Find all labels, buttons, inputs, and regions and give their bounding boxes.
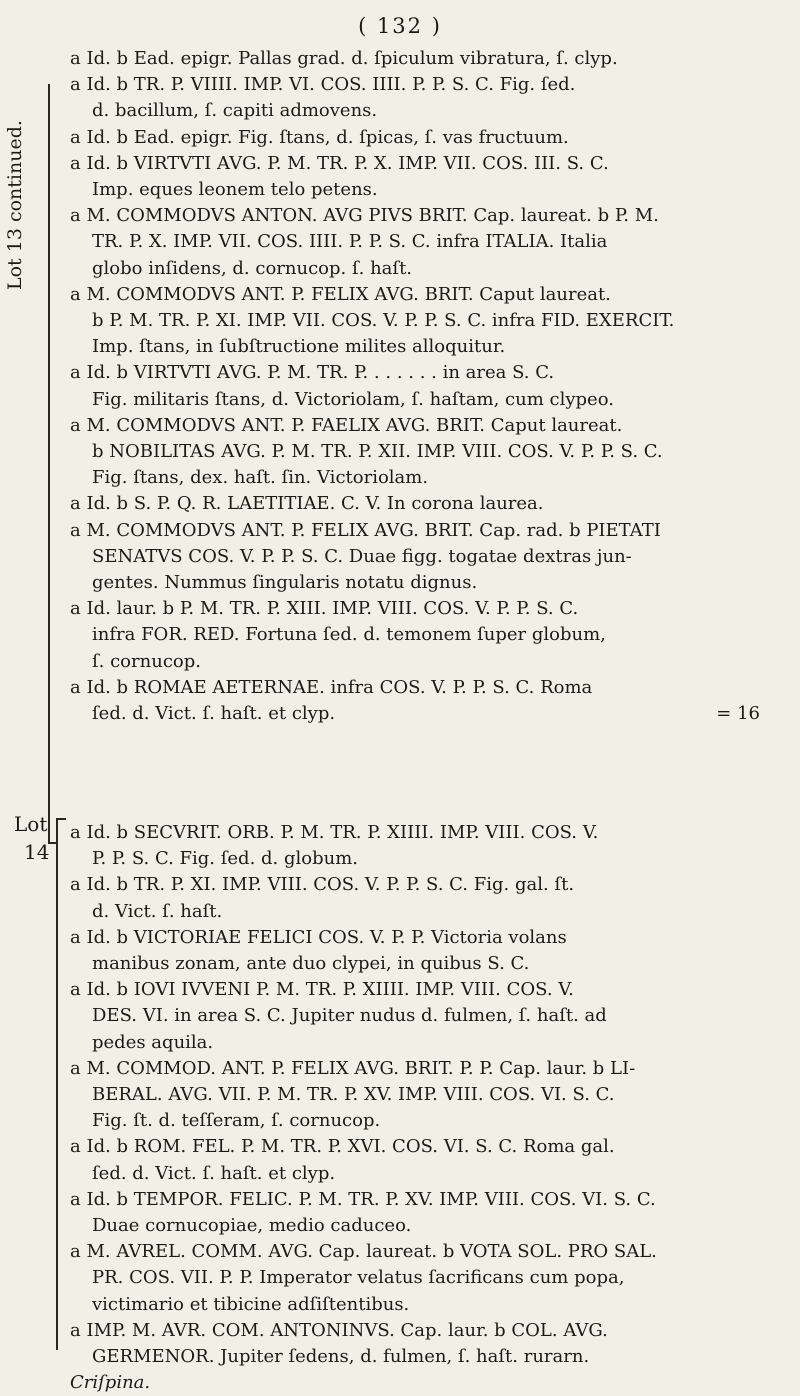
catalogue-entry [70,413,770,465]
catalogue-entry [70,465,770,491]
page-number: ( 132 ) [358,14,442,38]
catalogue-entry [70,1134,770,1186]
entry-line: a Id. laur. b P. M. TR. P. XIII. IMP. VIII. COS. V. P. P. S. C. [70,598,579,620]
catalogue-entries-lot-14 [70,820,770,1396]
catalogue-entry [70,334,770,360]
bracket-lot-14 [56,818,58,1350]
entry-line: manibus zonam, ante duo clypei, in quibus S. C. [92,953,530,975]
entry-line: Fig. ſtans, dex. haſt. ſin. Victoriolam. [92,467,429,489]
lot-total: = 16 [716,703,760,725]
catalogue-entry [70,1030,770,1056]
entry-line: PR. COS. VII. P. P. Imperator velatus ſacrificans cum popa, [92,1267,625,1289]
catalogue-entry [70,649,770,675]
entry-line: d. Vict. ſ. haſt. [92,900,223,922]
entry-line: ſed. d. Vict. ſ. haſt. et clyp. = 16 [70,701,770,727]
entry-line: a Id. b SECVRIT. ORB. P. M. TR. P. XIIII. IMP. VIII. COS. V. [70,822,599,843]
entry-line: SENATVS COS. V. P. P. S. C. Duae figg. togatae dextras jun- [92,545,632,567]
entry-line: a M. COMMODVS ANT. P. FELIX AVG. BRIT. Caput laureat. [70,283,611,305]
catalogue-entry [70,1056,770,1108]
entry-line: Imp. eques leonem telo petens. [92,179,378,201]
bracket-cap [48,842,58,844]
lot-word: Lot [14,812,48,836]
catalogue-entry [70,1239,770,1291]
entry-line: infra FOR. RED. Fortuna ſed. d. temonem ſuper globum, [92,624,606,646]
entry-line: pedes aquila. [92,1031,214,1053]
catalogue-entry [70,872,770,924]
entry-line: b P. M. TR. P. XI. IMP. VII. COS. V. P. P. S. C. infra FID. EXERCIT. [92,310,675,332]
catalogue-entries-lot-13 [70,46,770,727]
catalogue-entry [70,675,770,727]
catalogue-entry [70,256,770,282]
catalogue-entry [70,1108,770,1134]
bracket-cap [56,818,66,820]
entry-line: a Id. b TEMPOR. FELIC. P. M. TR. P. XV. IMP. VIII. COS. VI. S. C. [70,1188,656,1210]
entry-line: P. P. S. C. Fig. ſed. d. globum. [92,848,359,870]
entry-line: a Id. b VIRTVTI AVG. P. M. TR. P. X. IMP. VII. COS. III. S. C. [70,152,609,174]
entry-line: Fig. ſt. d. teſſeram, ſ. cornucop. [92,1110,381,1132]
catchword: Criſpina. [70,1372,151,1394]
catalogue-entry [70,820,770,872]
entry-line: gentes. Nummus ſingularis notatu dignus. [92,572,478,594]
lot-label [14,810,49,866]
entry-line: ſed. d. Vict. ſ. haſt. et clyp. [92,1162,336,1184]
entry-line: a Id. b VICTORIAE FELICI COS. V. P. P. Victoria volans [70,926,567,948]
lot-number: 14 [24,840,50,864]
catalogue-entry [70,491,770,517]
entry-line: ſ. cornucop. [92,650,201,672]
entry-line: a Id. b ROMAE AETERNAE. infra COS. V. P. P. S. C. Roma [70,676,593,698]
catalogue-entry [70,1292,770,1318]
bracket-lot-13 [48,84,50,842]
entry-line: a M. COMMODVS ANTON. AVG PIVS BRIT. Cap. laureat. b P. M. [70,205,659,227]
entry-line: a M. COMMODVS ANT. P. FELIX AVG. BRIT. Cap. rad. b PIETATI [70,519,661,541]
entry-line: BERAL. AVG. VII. P. M. TR. P. XV. IMP. VIII. COS. VI. S. C. [92,1084,615,1106]
entry-line: a M. AVREL. COMM. AVG. Cap. laureat. b VOTA SOL. PRO SAL. [70,1241,657,1263]
entry-line: a M. COMMOD. ANT. P. FELIX AVG. BRIT. P. P. Cap. laur. b LI- [70,1057,636,1079]
catalogue-entry [70,977,770,1029]
entry-line: a Id. b Ead. epigr. Pallas grad. d. ſpiculum vibratura, ſ. clyp. [70,48,618,69]
entry-line: d. bacillum, ſ. capiti admovens. [92,100,378,122]
catalogue-entry [70,1318,770,1370]
catalogue-entry [70,46,770,72]
entry-line: a Id. b S. P. Q. R. LAETITIAE. C. V. In corona laurea. [70,493,544,515]
catalogue-entry [70,203,770,255]
entry-line: globo inſidens, d. cornucop. ſ. haſt. [92,257,413,279]
entry-line: a Id. b TR. P. VIIII. IMP. VI. COS. IIII. P. P. S. C. Fig. ſed. [70,74,576,96]
entry-line: GERMENOR. Jupiter ſedens, d. fulmen, ſ. haſt. rurarn. [92,1346,590,1368]
entry-line: Duae cornucopiae, medio caduceo. [92,1215,412,1237]
entry-line: Imp. ſtans, in ſubſtructione milites alloquitur. [92,336,506,358]
entry-line: victimario et tibicine adſiſtentibus. [92,1293,410,1315]
entry-line: a Id. b TR. P. XI. IMP. VIII. COS. V. P. P. S. C. Fig. gal. ſt. [70,874,575,896]
entry-line: TR. P. X. IMP. VII. COS. IIII. P. P. S. C. infra ITALIA. Italia [92,231,608,253]
entry-line: DES. VI. in area S. C. Jupiter nudus d. fulmen, ſ. haſt. ad [92,1005,607,1027]
entry-line: a Id. b IOVI IVVENI P. M. TR. P. XIIII. IMP. VIII. COS. V. [70,979,574,1001]
entry-line: b NOBILITAS AVG. P. M. TR. P. XII. IMP. VIII. COS. V. P. P. S. C. [92,441,663,463]
catalogue-entry [70,125,770,151]
entry-line: Fig. militaris ſtans, d. Victoriolam, ſ. haſtam, cum clypeo. [92,388,614,410]
entry-line: a IMP. M. AVR. COM. ANTONINVS. Cap. laur. b COL. AVG. [70,1319,608,1341]
catalogue-entry [70,570,770,596]
entry-line: a Id. b ROM. FEL. P. M. TR. P. XVI. COS. VI. S. C. Roma gal. [70,1136,615,1158]
catalogue-entry [70,596,770,648]
entry-line: a Id. b Ead. epigr. Fig. ſtans, d. ſpicas, ſ. vas fructuum. [70,126,569,148]
side-note-continued: Lot 13 continued. [4,120,26,290]
catalogue-entry [70,518,770,570]
catalogue-entry [70,360,770,412]
catalogue-entry [70,1187,770,1239]
catalogue-entry [70,72,770,124]
catalogue-entry [70,282,770,334]
entry-line: a Id. b VIRTVTI AVG. P. M. TR. P. . . . . . . in area S. C. [70,362,555,384]
entry-line: a M. COMMODVS ANT. P. FAELIX AVG. BRIT. Caput laureat. [70,414,623,436]
catalogue-entry [70,151,770,203]
catalogue-entry [70,925,770,977]
